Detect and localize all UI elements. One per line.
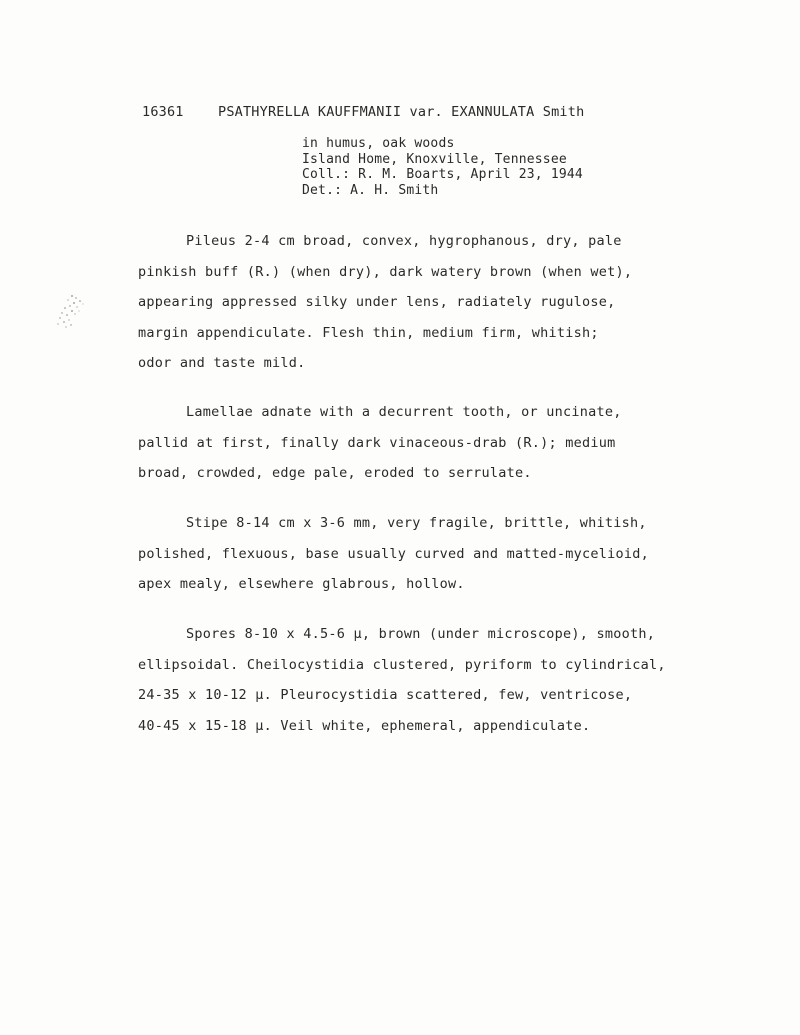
text-line: broad, crowded, edge pale, eroded to serrulate. — [138, 465, 532, 481]
text-line: ellipsoidal. Cheilocystidia clustered, pyriform to cylindrical, — [138, 656, 666, 673]
text-line: Pileus 2-4 cm broad, convex, hygrophanous, dry, pale — [186, 233, 622, 249]
location-line: Island Home, Knoxville, Tennessee — [302, 151, 567, 167]
pileus-paragraph — [138, 226, 758, 379]
text-line: odor and taste mild. — [138, 355, 306, 371]
specimen-header — [142, 104, 584, 120]
text-line: 40-45 x 15-18 μ. Veil white, ephemeral, appendiculate. — [138, 717, 591, 734]
text-line: Spores 8-10 x 4.5-6 μ, brown (under microscope), smooth, — [186, 626, 656, 642]
habitat-line: in humus, oak woods — [302, 136, 455, 151]
text-line: Lamellae adnate with a decurrent tooth, or uncinate, — [186, 404, 622, 420]
text-line: apex mealy, elsewhere glabrous, hollow. — [138, 576, 465, 592]
specimen-number: 16361 — [142, 104, 184, 120]
text-line: pinkish buff (R.) (when dry), dark watery brown (when wet), — [138, 263, 633, 280]
collection-info — [302, 136, 583, 198]
ink-smudge-mark — [50, 292, 90, 330]
stipe-paragraph — [138, 508, 758, 600]
specimen-title: PSATHYRELLA KAUFFMANII var. EXANNULATA Smith — [218, 104, 585, 120]
text-line: 24-35 x 10-12 μ. Pleurocystidia scattered, few, ventricose, — [138, 687, 633, 703]
text-line: appearing appressed silky under lens, radiately rugulose, — [138, 294, 616, 310]
spores-paragraph — [138, 619, 758, 741]
lamellae-paragraph — [138, 397, 758, 489]
text-line: pallid at first, finally dark vinaceous-drab (R.); medium — [138, 434, 616, 451]
text-line: polished, flexuous, base usually curved and matted-mycelioid, — [138, 545, 650, 562]
determiner-line: Det.: A. H. Smith — [302, 182, 439, 198]
collector-line: Coll.: R. M. Boarts, April 23, 1944 — [302, 167, 583, 182]
text-line: margin appendiculate. Flesh thin, medium firm, whitish; — [138, 324, 599, 341]
text-line: Stipe 8-14 cm x 3-6 mm, very fragile, brittle, whitish, — [186, 515, 647, 531]
